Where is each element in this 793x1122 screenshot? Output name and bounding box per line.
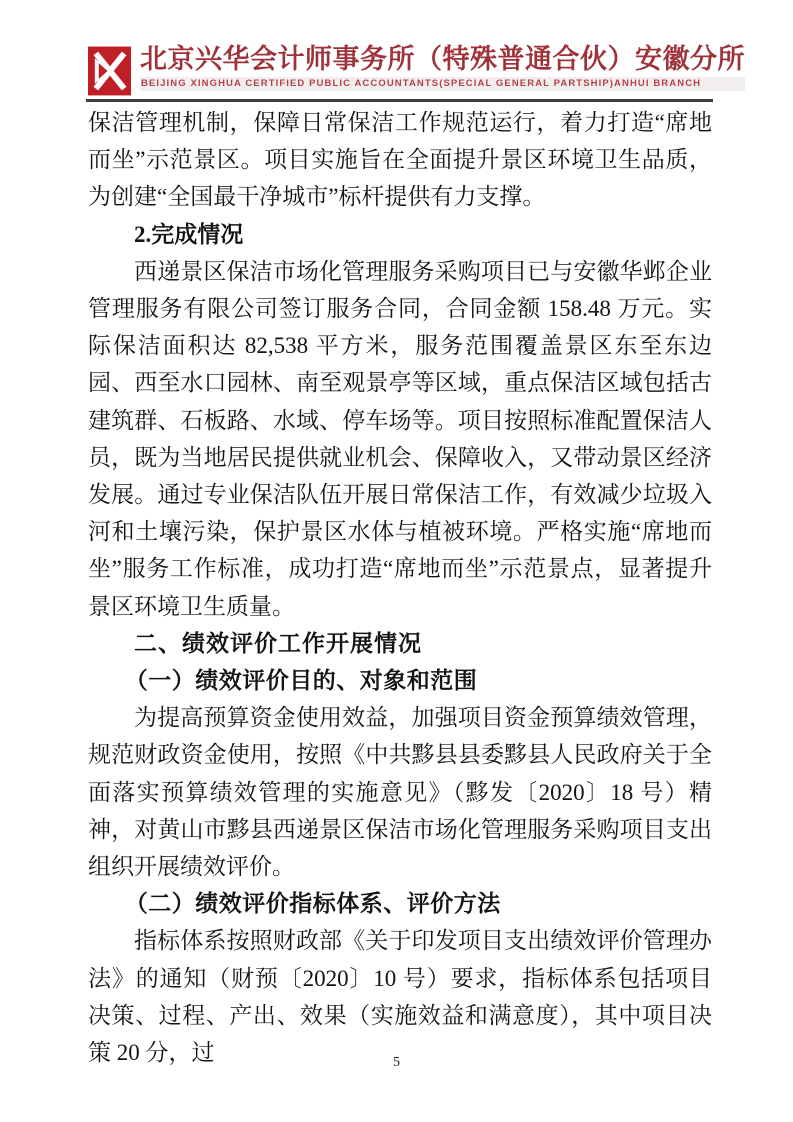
document-body — [88, 104, 712, 1071]
heading-evaluation-work: 二、绩效评价工作开展情况 — [134, 629, 422, 656]
letterhead-text — [140, 44, 745, 91]
header-divider-line — [86, 99, 713, 102]
heading-completion-status: 2.完成情况 — [134, 221, 244, 247]
paragraph-cleaning-mechanism: 保洁管理机制，保障日常保洁工作规范运行，着力打造“席地而坐”示范景区。项目实施旨在全面提升景区环境卫生品质，为创建“全国最干净城市”标杆提供有力支撑。 — [88, 110, 712, 210]
firm-name-chinese: 北京兴华会计师事务所（特殊普通合伙）安徽分所 — [140, 44, 745, 74]
paragraph-indicator-system: 指标体系按照财政部《关于印发项目支出绩效评价管理办法》的通知（财预〔2020〕10 号）要求，指标体系包括项目决策、过程、产出、效果（实施效益和满意度），其中项目决策 20 分，过 — [88, 928, 712, 1066]
xinghua-cpa-logo-icon — [88, 46, 131, 96]
heading-evaluation-purpose: （一）绩效评价目的、对象和范围 — [124, 668, 478, 694]
paragraph-evaluation-purpose: 为提高预算资金使用效益，加强项目资金预算绩效管理，规范财政资金使用，按照《中共黟县县委黟县人民政府关于全面落实预算绩效管理的实施意见》（黟发〔2020〕18 号）精神，对黄山市黟县西递景区保洁市场化管理服务采购项目支出组织开展绩效评价。 — [88, 705, 712, 880]
firm-name-english: BEIJING XINGHUA CERTIFIED PUBLIC ACCOUNTANTS(SPECIAL GENERAL PARTSHIP)ANHUI BRANCH — [140, 77, 745, 91]
page-number: 5 — [393, 1055, 400, 1070]
page-footer — [0, 1055, 793, 1071]
letterhead — [88, 44, 745, 96]
heading-indicator-system: （二）绩效评价指标体系、评价方法 — [124, 891, 501, 917]
paragraph-completion-details: 西递景区保洁市场化管理服务采购项目已与安徽华邺企业管理服务有限公司签订服务合同，合同金额 158.48 万元。实际保洁面积达 82,538 平方米，服务范围覆盖景区东至东边园、西至水口园林、南至观景亭等区域，重点保洁区域包括古建筑群、石板路、水域、停车场等。项目按照标准配置保洁人员，既为当地居民提供就业机会、保障收入，又带动景区经济发展。通过专业保洁队伍开展日常保洁工作，有效减少垃圾入河和土壤污染，保护景区水体与植被环境。严格实施“席地而坐”服务工作标准，成功打造“席地而坐”示范景点，显著提升景区环境卫生质量。 — [88, 258, 712, 619]
